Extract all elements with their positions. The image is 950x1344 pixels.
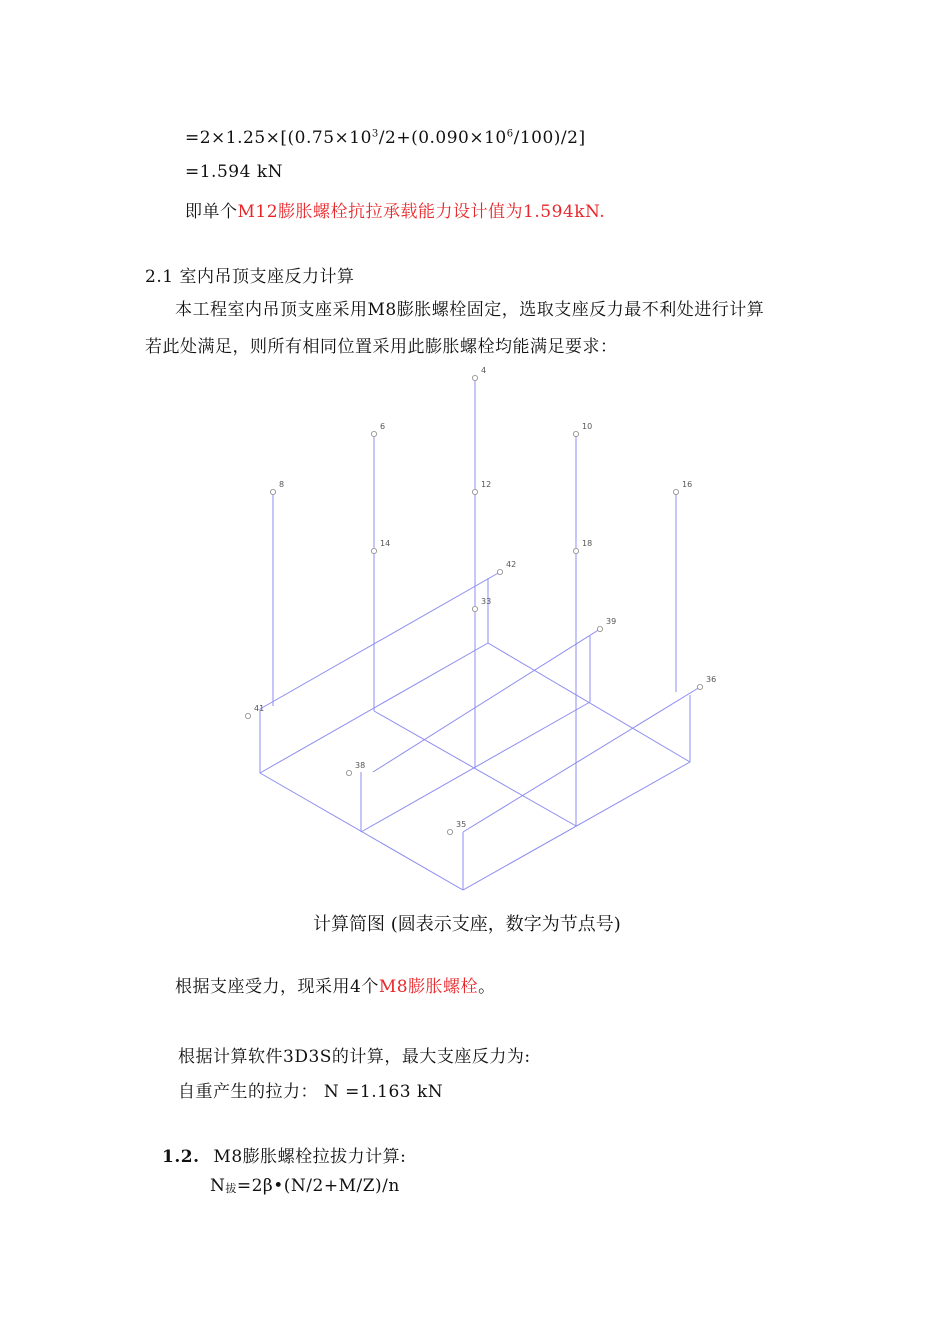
formula-part: /100)/2] — [513, 128, 586, 148]
conclusion-line — [185, 197, 605, 222]
node-label-10: 10 — [582, 422, 593, 431]
support-node-38 — [346, 770, 351, 775]
frame-member — [260, 572, 500, 709]
formula-subscript: 拔 — [225, 1182, 237, 1195]
support-node-6 — [371, 431, 376, 436]
subsection-number: 1.2. — [162, 1147, 200, 1167]
node-label-16: 16 — [682, 480, 693, 489]
node-label-39: 39 — [606, 617, 617, 626]
node-label-12: 12 — [481, 480, 492, 489]
support-node-16 — [673, 489, 678, 494]
support-node-41 — [245, 713, 250, 718]
support-node-10 — [573, 431, 578, 436]
section-heading: 2.1 室内吊顶支座反力计算 — [145, 267, 355, 287]
structure-diagram — [200, 360, 720, 900]
node-label-35: 35 — [456, 820, 467, 829]
support-node-35 — [447, 829, 452, 834]
subsection-heading — [162, 1142, 406, 1167]
support-node-18 — [573, 548, 578, 553]
formula-result: =1.594 kN — [185, 162, 283, 182]
support-line — [175, 972, 496, 997]
support-node-4 — [472, 375, 477, 380]
formula-exponent: 3 — [371, 128, 379, 140]
subsection-title: M8膨胀螺栓拉拔力计算: — [213, 1147, 407, 1167]
support-prefix: 根据支座受力，现采用4个 — [175, 977, 379, 997]
software-line: 根据计算软件3D3S的计算，最大支座反力为: — [178, 1047, 531, 1067]
node-label-4: 4 — [481, 366, 487, 375]
support-node-42 — [497, 569, 502, 574]
formula-exponent: 6 — [506, 128, 514, 140]
conclusion-prefix: 即单个 — [185, 202, 238, 222]
frame-member — [373, 629, 600, 772]
node-label-41: 41 — [254, 704, 265, 713]
frame-member — [463, 687, 700, 832]
node-label-18: 18 — [582, 539, 593, 548]
support-node-8 — [270, 489, 275, 494]
pullout-formula — [210, 1176, 400, 1196]
formula-symbol: N — [210, 1176, 226, 1196]
frame-members — [260, 378, 700, 890]
formula-part: =2×1.25×[(0.75×10 — [185, 128, 372, 148]
frame-member — [488, 643, 690, 762]
node-label-6: 6 — [380, 422, 386, 431]
support-node-39 — [597, 626, 602, 631]
node-label-38: 38 — [355, 761, 366, 770]
formula-line — [185, 128, 586, 148]
support-suffix: 。 — [478, 977, 496, 997]
support-node-36 — [697, 684, 702, 689]
self-weight-line: 自重产生的拉力： N =1.163 kN — [178, 1082, 444, 1102]
node-label-42: 42 — [506, 560, 517, 569]
node-label-33: 33 — [481, 597, 492, 606]
formula-body: =2β•(N/2+M/Z)/n — [236, 1176, 400, 1196]
support-node-33 — [472, 606, 477, 611]
node-label-36: 36 — [706, 675, 717, 684]
formula-part: /2+(0.090×10 — [378, 128, 507, 148]
conclusion-highlight: M12膨胀螺栓抗拉承载能力设计值为1.594kN. — [237, 202, 606, 222]
section-paragraph-line: 若此处满足，则所有相同位置采用此膨胀螺栓均能满足要求： — [145, 337, 618, 357]
support-node-12 — [472, 489, 477, 494]
section-paragraph-line: 本工程室内吊顶支座采用M8膨胀螺栓固定，选取支座反力最不利处进行计算 — [175, 300, 765, 320]
support-highlight: M8膨胀螺栓 — [378, 977, 479, 997]
node-label-14: 14 — [380, 539, 391, 548]
node-label-8: 8 — [279, 480, 285, 489]
support-node-14 — [371, 548, 376, 553]
diagram-caption: 计算简图 (圆表示支座，数字为节点号) — [313, 914, 621, 935]
